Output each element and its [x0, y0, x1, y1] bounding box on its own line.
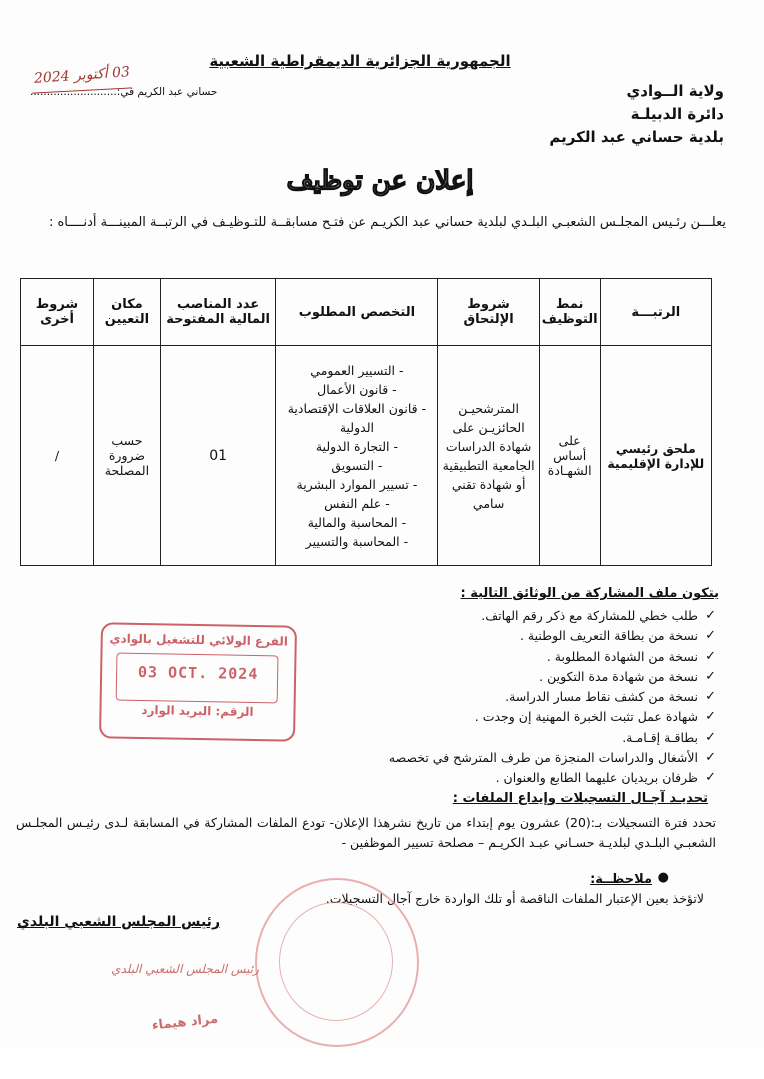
check-icon: ✓	[705, 668, 716, 684]
specialty-item: - قانون الأعمال	[317, 381, 397, 397]
cell-conditions: المترشحيـن الحائزيـن على شهادة الدراسات الجامعية التطبيقية أو شهادة تقني سامي	[438, 346, 539, 566]
header-specialty: التخصص المطلوب	[276, 279, 438, 346]
wilaya-name: ولاية الــوادي	[626, 82, 724, 100]
check-icon: ✓	[705, 628, 716, 644]
reception-stamp	[99, 622, 297, 741]
stamp-line3: الرقم: البريد الوارد	[141, 703, 254, 719]
cell-place: حسب ضرورة المصلحة	[94, 346, 161, 566]
cell-specialties	[276, 346, 438, 566]
round-seal-inner	[279, 902, 393, 1021]
header-rank: الرتبـــة	[600, 279, 711, 346]
table-row	[21, 346, 712, 566]
list-item: ✓ نسخة من بطاقة التعريف الوطنية .	[296, 626, 716, 646]
specialty-item: - التسيير العمومي	[310, 362, 404, 378]
deposit-title: تحديـد آجـال التسجيلات وإيداع الملفات :	[452, 791, 708, 806]
table-header-row	[21, 279, 712, 346]
list-item: ✓ نسخة من شهادة مدة التكوين .	[296, 667, 716, 687]
check-icon: ✓	[705, 770, 716, 786]
list-item: ✓ بطاقـة إقـامـة.	[296, 728, 716, 748]
note-text: لاتؤخذ بعين الإعتبار الملفات الناقصة أو تلك الواردة خارج آجال التسجيلات.	[325, 891, 704, 906]
check-icon: ✓	[705, 729, 716, 745]
header-conditions: شروط الإلتحاق	[438, 279, 539, 346]
list-item: ✓ ظرفان بريديان عليهما الطابع والعنوان .	[296, 768, 716, 788]
documents-list	[296, 606, 716, 789]
baladia-name: بلدية حساني عبد الكريم	[549, 128, 724, 146]
announcement-title: إعلان عن توظيف	[286, 166, 474, 196]
check-icon: ✓	[705, 608, 716, 623]
note-title: ملاحظــة:	[590, 872, 652, 887]
list-item: ✓ شهادة عمل تثبت الخبرة المهنية إن وجدت .	[296, 707, 716, 727]
specialty-item: - المحاسبة والمالية	[307, 514, 407, 530]
handwritten-date: 03 أكتوبر 2024	[33, 64, 131, 87]
cell-other: /	[21, 346, 94, 566]
header-mode: نمط التوظيف	[539, 279, 600, 346]
cell-posts: 01	[160, 346, 276, 566]
check-icon: ✓	[705, 648, 716, 664]
president-title: رئيس المجلس الشعبي البلدي	[17, 914, 220, 930]
intro-paragraph: يعلـــن رئـيس المجلـس الشعبـي البلـدي لبلدية حساني عبد الكريـم عن فتـح مسابقــة للتـوظيـف في الرتبــة المبينـــة أدنــــاه :	[48, 215, 726, 230]
place-date-line: حساني عبد الكريم في:..........................	[30, 86, 218, 98]
bullet-icon: ●	[657, 870, 669, 885]
header-place: مكان التعيين	[94, 279, 161, 346]
documents-title: يتكون ملف المشاركة من الوثائق التالية :	[460, 586, 719, 601]
issuer-block	[549, 80, 724, 149]
cell-rank: ملحق رئيسي للإدارة الإقليمية	[600, 346, 711, 566]
check-icon: ✓	[705, 689, 716, 705]
signature-name: مراد هيماء	[151, 1011, 219, 1034]
signature-script: رئيس المجلس الشعبي البلدي	[111, 962, 259, 976]
list-item: ✓ نسخة من الشهادة المطلوبة .	[296, 647, 716, 667]
specialty-item: - التسويق	[331, 457, 383, 473]
deposit-text: تحدد فترة التسجيلات بـ:(20) عشرون يوم إبتداء من تاريخ نشرهذا الإعلان- تودع الملفات المشاركة في المسابقة لـدى رئيـس المجلـس الشعبـي البلـدي لبلديـة حسـاني عبـد الكريـم – مصلحة تسيير الموظفين -	[16, 815, 716, 850]
header-posts: عدد المناصب المالية المفتوحة	[160, 279, 276, 346]
stamp-date: 03 OCT. 2024	[137, 662, 259, 684]
stamp-line1: الفرع الولائي للتشغيل بالوادي	[109, 631, 289, 649]
list-item: ✓ نسخة من كشف نقاط مسار الدراسة.	[296, 687, 716, 707]
check-icon: ✓	[705, 709, 716, 725]
republic-title: الجمهورية الجزائرية الديمقراطية الشعبية	[209, 52, 511, 70]
page-bottom-margin	[0, 1048, 764, 1079]
header-other: شروط أخرى	[21, 279, 94, 346]
daira-name: دائرة الدبيلـة	[630, 105, 724, 123]
specialty-item: - تسيير الموارد البشرية	[296, 476, 418, 492]
specialty-item: - قانون العلاقات الإقتصادية الدولية	[287, 400, 427, 435]
specialty-item: - التجارة الدولية	[315, 438, 398, 454]
list-item: ✓ الأشغال والدراسات المنجزة من طرف المترشح في تخصصه	[296, 748, 716, 768]
positions-table	[20, 278, 712, 566]
cell-mode: على أساس الشهـادة	[539, 346, 600, 566]
check-icon: ✓	[705, 750, 716, 766]
specialty-item: - المحاسبة والتسيير	[305, 533, 409, 549]
round-seal	[255, 878, 419, 1047]
list-item: ✓ طلب خطي للمشاركة مع ذكر رقم الهاتف.	[296, 606, 716, 626]
specialty-item: - علم النفس	[324, 495, 390, 511]
